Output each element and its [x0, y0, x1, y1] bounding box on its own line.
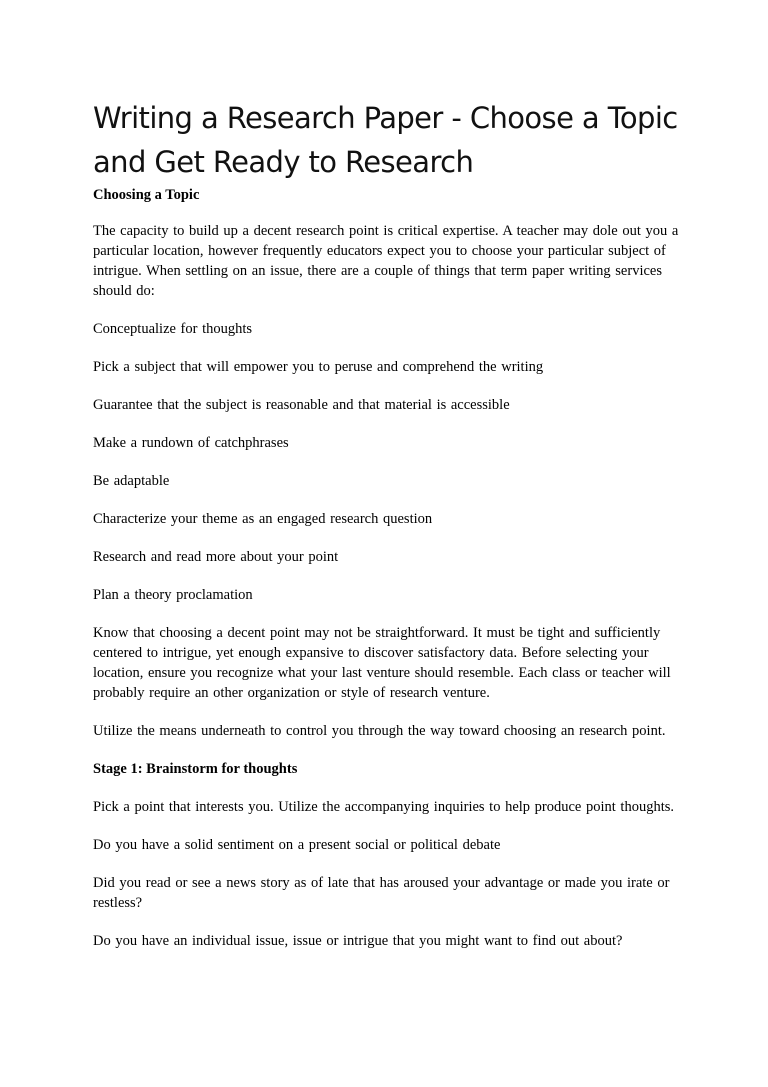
question-item: Did you read or see a news story as of late that has aroused your advantage or made you irate or restless? [93, 875, 670, 911]
step-item: Pick a subject that will empower you to peruse and comprehend the writing [93, 359, 544, 375]
step-item: Plan a theory proclamation [93, 587, 253, 603]
title-line-1: Writing a Research Paper - Choose a Topic [93, 101, 678, 135]
document-page [93, 96, 683, 951]
section-heading: Choosing a Topic [93, 187, 200, 203]
question-item: Do you have a solid sentiment on a present social or political debate [93, 837, 501, 853]
document-title [93, 96, 683, 184]
step-item: Research and read more about your point [93, 549, 339, 565]
stage-heading: Stage 1: Brainstorm for thoughts [93, 761, 298, 777]
utilize-paragraph: Utilize the means underneath to control you through the way toward choosing an research point. [93, 723, 666, 739]
intro-paragraph: The capacity to build up a decent research point is critical expertise. A teacher may dole out you a particular location, however frequently educators expect you to choose your particular subject of intrigue. When settling on an issue, there are a couple of things that term paper writing services should do: [93, 223, 679, 299]
step-item: Conceptualize for thoughts [93, 321, 253, 337]
stage-intro-paragraph: Pick a point that interests you. Utilize the accompanying inquiries to help produce point thoughts. [93, 799, 675, 815]
step-item: Be adaptable [93, 473, 170, 489]
title-line-2: and Get Ready to Research [93, 145, 474, 179]
step-item: Guarantee that the subject is reasonable and that material is accessible [93, 397, 510, 413]
know-paragraph: Know that choosing a decent point may not be straightforward. It must be tight and sufficiently centered to intrigue, yet enough expansive to discover satisfactory data. Before selecting your location, ensure you recognize what your last venture should resemble. Each class or teacher will probably require an other organization or style of research venture. [93, 625, 671, 701]
question-item: Do you have an individual issue, issue or intrigue that you might want to find out about? [93, 933, 623, 949]
step-item: Characterize your theme as an engaged research question [93, 511, 433, 527]
step-item: Make a rundown of catchphrases [93, 435, 289, 451]
